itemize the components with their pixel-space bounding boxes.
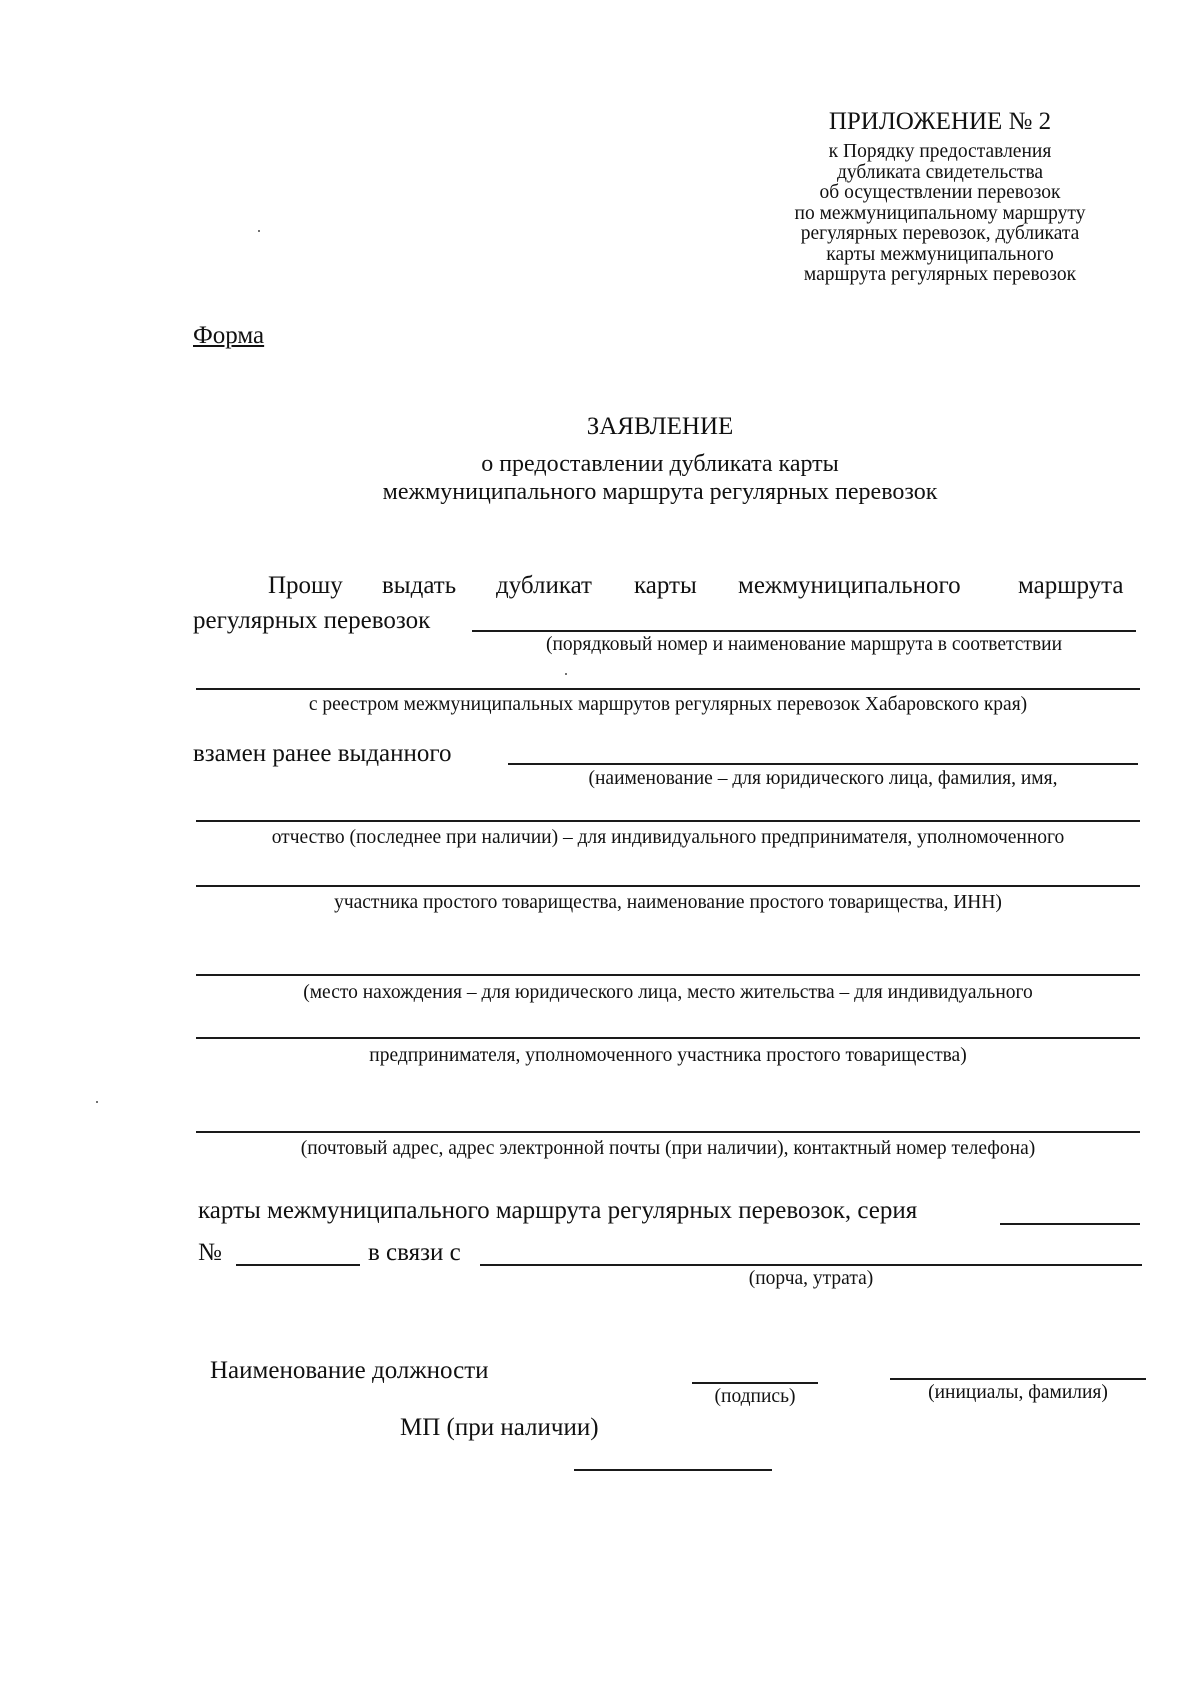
subtitle-line: о предоставлении дубликата карты [481, 451, 839, 477]
request-word: Прошу [268, 572, 343, 599]
document-title: ЗАЯВЛЕНИЕ [586, 413, 734, 440]
scan-speck [96, 1101, 98, 1103]
reason-caption: (порча, утрата) [748, 1268, 874, 1289]
appendix-line: регулярных перевозок, дубликата [800, 223, 1080, 244]
name-field[interactable] [890, 1378, 1146, 1380]
appendix-line: по межмуниципальному маршруту [794, 202, 1086, 224]
holder-caption: (наименование – для юридического лица, фамилия, имя, [588, 768, 1058, 789]
request-word: маршрута [1018, 572, 1124, 599]
name-caption: (инициалы, фамилия) [928, 1382, 1108, 1403]
scan-speck [258, 230, 260, 232]
route-field-continued[interactable] [196, 688, 1140, 690]
route-label: регулярных перевозок [193, 607, 431, 634]
form-label: Форма [193, 322, 265, 349]
date-field[interactable] [574, 1469, 772, 1471]
scan-speck [565, 673, 567, 675]
number-field[interactable] [236, 1264, 360, 1266]
location-caption: (место нахождения – для юридического лица, место жительства – для индивидуального [303, 982, 1033, 1003]
document-subtitle [0, 450, 1200, 506]
contacts-field[interactable] [196, 1131, 1140, 1133]
request-word: дубликат [496, 572, 592, 599]
appendix-line: карты межмуниципального [826, 243, 1054, 265]
stamp-label: МП (при наличии) [400, 1414, 599, 1441]
series-field[interactable] [1000, 1223, 1140, 1225]
appendix-line: дубликата свидетельства [836, 161, 1044, 183]
reason-label: в связи с [368, 1239, 461, 1266]
subtitle-line: межмуниципального маршрута регулярных перевозок [382, 479, 938, 505]
card-series-label: карты межмуниципального маршрута регулярных перевозок, серия [198, 1197, 918, 1224]
route-caption-continued: с реестром межмуниципальных маршрутов регулярных перевозок Хабаровского края) [308, 694, 1028, 715]
number-sign: № [198, 1239, 222, 1266]
holder-caption-continued-2: участника простого товарищества, наименование простого товарищества, ИНН) [334, 892, 1002, 913]
appendix-title: ПРИЛОЖЕНИЕ № 2 [828, 108, 1052, 135]
holder-caption-continued: отчество (последнее при наличии) – для индивидуального предпринимателя, уполномоченного [271, 827, 1065, 848]
replacement-label: взамен ранее выданного [193, 740, 452, 767]
location-field-continued[interactable] [196, 1037, 1140, 1039]
location-caption-continued: предпринимателя, уполномоченного участника простого товарищества) [369, 1045, 967, 1066]
location-field[interactable] [196, 974, 1140, 976]
holder-field-continued-2[interactable] [196, 885, 1140, 887]
contacts-caption: (почтовый адрес, адрес электронной почты (при наличии), контактный номер телефона) [300, 1138, 1036, 1159]
request-word: межмуниципального [738, 572, 961, 599]
holder-field-continued[interactable] [196, 820, 1140, 822]
reason-field[interactable] [480, 1264, 1142, 1266]
route-field[interactable] [472, 630, 1136, 632]
route-caption: (порядковый номер и наименование маршрута в соответствии [545, 634, 1063, 655]
request-word: выдать [382, 572, 457, 599]
signature-caption: (подпись) [714, 1386, 796, 1407]
request-word: карты [634, 572, 697, 599]
appendix-line: об осуществлении перевозок [819, 182, 1061, 203]
appendix-line: к Порядку предоставления [828, 141, 1052, 162]
position-label: Наименование должности [210, 1357, 489, 1384]
signature-field[interactable] [692, 1382, 818, 1384]
appendix-subtitle [740, 142, 1140, 286]
holder-field[interactable] [508, 763, 1138, 765]
appendix-line: маршрута регулярных перевозок [803, 264, 1077, 285]
